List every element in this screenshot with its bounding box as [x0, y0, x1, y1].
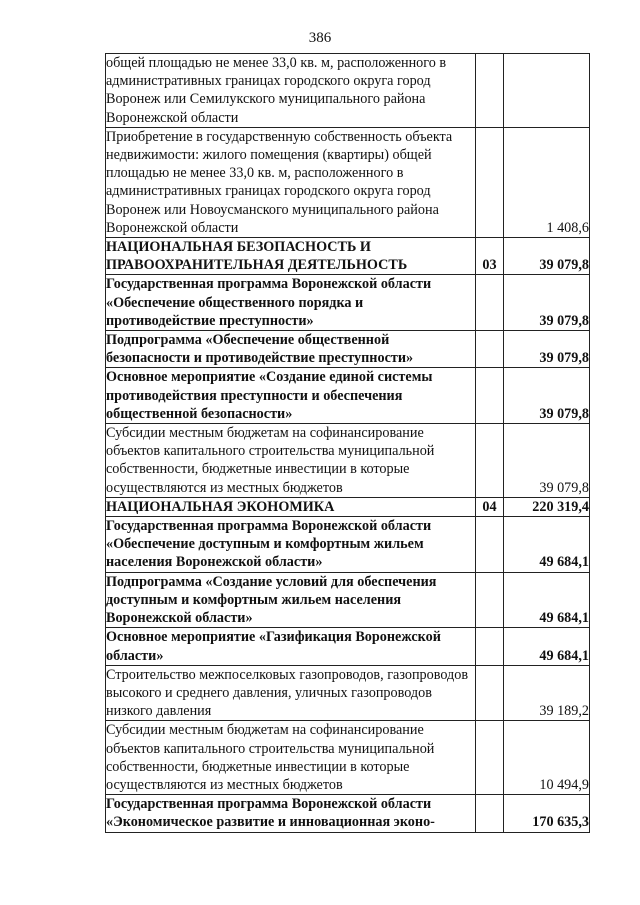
table-row [106, 497, 590, 516]
row-amount: 49 684,1 [504, 517, 590, 573]
budget-table [105, 53, 590, 833]
row-name: Государственная программа Воронежской области «Обеспечение доступным и комфортным жильем населения Воронежской области» [106, 517, 476, 573]
row-section-code [476, 517, 504, 573]
row-section-code [476, 331, 504, 368]
table-row [106, 517, 590, 573]
row-name: НАЦИОНАЛЬНАЯ ЭКОНОМИКА [106, 497, 476, 516]
row-name: Государственная программа Воронежской области «Экономическое развитие и инновационная эконо- [106, 795, 476, 832]
row-name: Строительство межпоселковых газопроводов, газопроводов высокого и среднего давления, уличных газопроводов низкого давления [106, 665, 476, 721]
row-amount: 49 684,1 [504, 572, 590, 628]
row-name: Государственная программа Воронежской области «Обеспечение общественного порядка и противодействие преступности» [106, 275, 476, 331]
table-row [106, 127, 590, 237]
row-amount: 39 079,8 [504, 368, 590, 424]
row-section-code: 03 [476, 238, 504, 275]
row-amount: 39 189,2 [504, 665, 590, 721]
row-section-code [476, 424, 504, 498]
budget-table-body [106, 54, 590, 833]
row-amount: 39 079,8 [504, 238, 590, 275]
row-name: Подпрограмма «Обеспечение общественной безопасности и противодействие преступности» [106, 331, 476, 368]
table-row [106, 331, 590, 368]
row-section-code [476, 275, 504, 331]
table-row [106, 628, 590, 665]
row-section-code [476, 572, 504, 628]
row-section-code [476, 127, 504, 237]
row-name: Основное мероприятие «Создание единой системы противодействия преступности и обеспечения общественной безопасности» [106, 368, 476, 424]
table-row [106, 721, 590, 795]
row-name: общей площадью не менее 33,0 кв. м, расположенного в административных границах городского округа город Воронеж или Семилукского муниципального района Воронежской области [106, 54, 476, 128]
row-amount: 220 319,4 [504, 497, 590, 516]
row-amount: 39 079,8 [504, 331, 590, 368]
row-name: Подпрограмма «Создание условий для обеспечения доступным и комфортным жильем населения Воронежской области» [106, 572, 476, 628]
row-amount: 10 494,9 [504, 721, 590, 795]
row-section-code [476, 368, 504, 424]
row-section-code [476, 721, 504, 795]
row-name: Основное мероприятие «Газификация Воронежской области» [106, 628, 476, 665]
row-section-code [476, 628, 504, 665]
row-amount: 39 079,8 [504, 275, 590, 331]
table-row [106, 368, 590, 424]
row-section-code [476, 665, 504, 721]
row-name: Приобретение в государственную собственность объекта недвижимости: жилого помещения (квартиры) общей площадью не менее 33,0 кв. м, расположенного в административных границах городского округа город Воронеж или Новоусманского муниципального района Воронежской области [106, 127, 476, 237]
table-row [106, 665, 590, 721]
table-row [106, 795, 590, 832]
row-section-code [476, 795, 504, 832]
page-number: 386 [308, 30, 332, 46]
row-section-code [476, 54, 504, 128]
row-section-code: 04 [476, 497, 504, 516]
table-row [106, 238, 590, 275]
row-amount: 1 408,6 [504, 127, 590, 237]
row-amount [504, 54, 590, 128]
table-row [106, 275, 590, 331]
row-amount: 49 684,1 [504, 628, 590, 665]
row-amount: 170 635,3 [504, 795, 590, 832]
row-name: НАЦИОНАЛЬНАЯ БЕЗОПАСНОСТЬ И ПРАВООХРАНИТЕЛЬНАЯ ДЕЯТЕЛЬНОСТЬ [106, 238, 476, 275]
row-name: Субсидии местным бюджетам на софинансирование объектов капитального строительства муниципальной собственности, бюджетные инвестиции в которые осуществляются из местных бюджетов [106, 721, 476, 795]
table-row [106, 572, 590, 628]
table-row [106, 54, 590, 128]
table-row [106, 424, 590, 498]
row-name: Субсидии местным бюджетам на софинансирование объектов капитального строительства муниципальной собственности, бюджетные инвестиции в которые осуществляются из местных бюджетов [106, 424, 476, 498]
row-amount: 39 079,8 [504, 424, 590, 498]
